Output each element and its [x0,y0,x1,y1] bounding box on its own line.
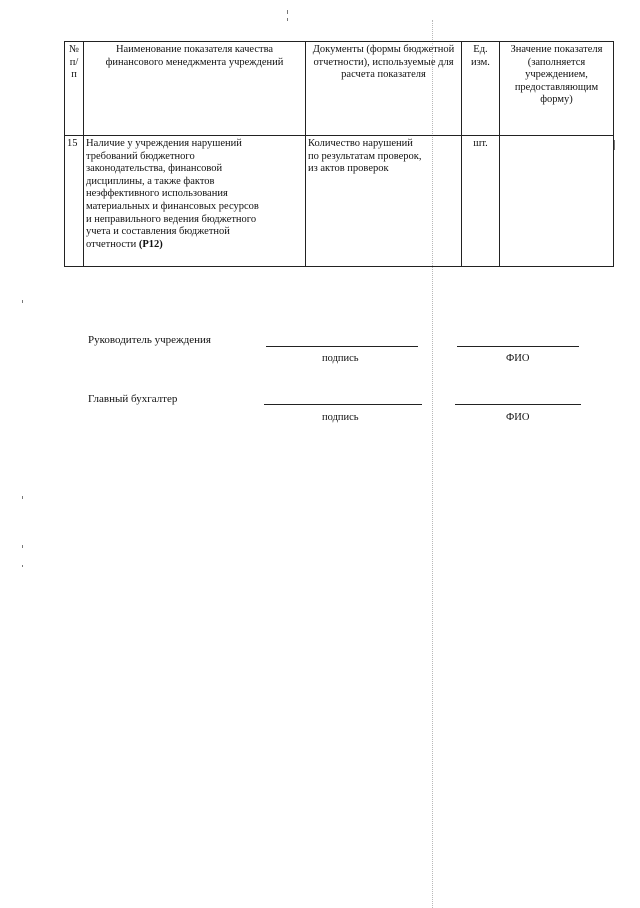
signature-caption-accountant: подпись [322,412,359,423]
name-caption-head: ФИО [506,353,530,364]
row-value [500,136,614,267]
signature-caption-head: подпись [322,353,359,364]
header-documents: Документы (формы бюджетной отчетности), используемые для расчета показателя [306,42,462,136]
signature-role-head: Руководитель учреждения [88,334,211,346]
header-number: № п/п [65,42,84,136]
header-value: Значение показателя (заполняется учреждением, предоставляющим форму) [500,42,614,136]
scan-mark-right [614,140,615,150]
scan-mark-left-3 [22,545,23,548]
scan-mark-left [22,300,23,303]
scan-mark-top [287,10,288,14]
signature-line-head [266,346,418,347]
scan-mark-top-2 [287,18,288,21]
scan-mark-left-2 [22,496,23,499]
table-row [65,136,614,267]
row-unit: шт. [462,136,500,267]
name-line-head [457,346,579,347]
row-indicator-name [84,136,306,267]
scan-mark-left-4 [22,565,23,567]
header-indicator-name: Наименование показателя качества финансового менеджмента учреждений [84,42,306,136]
signature-role-accountant: Главный бухгалтер [88,393,178,405]
indicator-table [64,41,614,267]
name-line-accountant [455,404,581,405]
row-number: 15 [65,136,84,267]
signature-line-accountant [264,404,422,405]
header-unit: Ед. изм. [462,42,500,136]
indicator-code: (Р12) [138,238,163,250]
indicator-name-text: Наличие у учреждения нарушений требований бюджетного законодательства, финансовой дисциплины, а также фактов неэффективного использования материальных и финансовых ресурсов и неправильного ведения бюджетного учета и составления бюджетной отчетности [86,138,259,250]
row-documents: Количество нарушений по результатам проверок, из актов проверок [306,136,462,267]
table-header-row [65,42,614,136]
name-caption-accountant: ФИО [506,412,530,423]
